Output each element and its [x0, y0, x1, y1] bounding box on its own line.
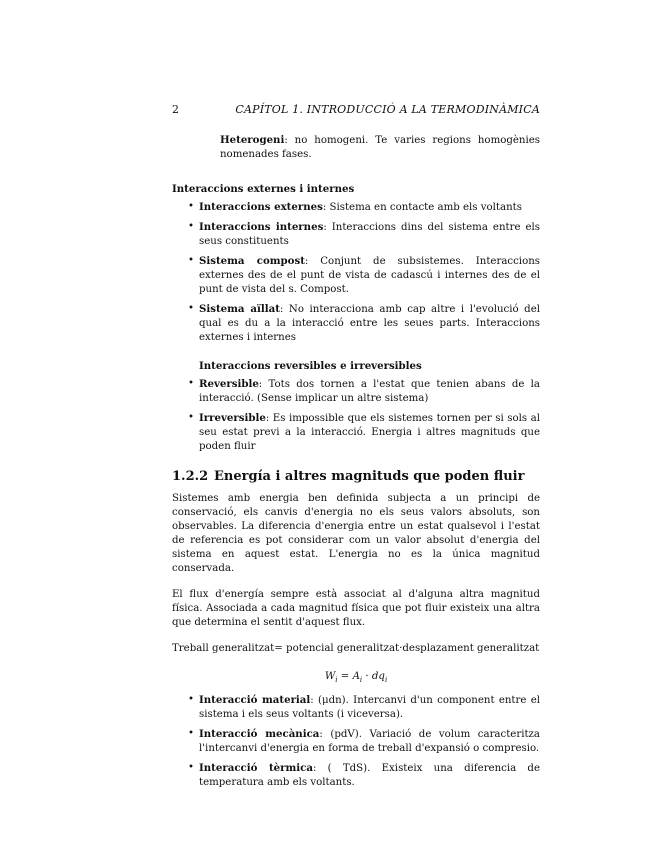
bullet-icon: •: [188, 728, 195, 740]
bullet-icon: •: [188, 255, 195, 266]
item-term: Interaccions internes: [199, 221, 324, 233]
list-item: [188, 377, 540, 406]
bullet-icon: •: [188, 201, 195, 212]
bullet-icon: •: [188, 378, 195, 389]
formula-lhs: W: [324, 671, 336, 682]
list-item: [188, 411, 540, 454]
item-term: Interacció tèrmica: [199, 762, 313, 775]
item-text: : Sistema en contacte amb els voltants: [322, 202, 522, 213]
section-number: 1.2.2: [172, 469, 209, 484]
list-item: [188, 761, 540, 790]
item-text: : ( TdS). Existeix una diferencia de temperatura amb els voltants.: [199, 763, 540, 789]
running-title: CAPÍTOL 1. INTRODUCCIÓ A LA TERMODINÀMICA: [235, 103, 540, 116]
heading-interaccions-reversibles: Interaccions reversibles e irreversibles: [199, 360, 422, 372]
item-text: : No interacciona amb cap altre i l'evolució del qual es du a la interacció entre les seues parts. Interaccions externes i internes: [199, 304, 540, 343]
list-interaccions-externes-internes: [172, 200, 540, 345]
paragraph-flux: El flux d'energía sempre està associat al d'alguna altra magnitud física. Associada a cada magnitud física que pot fluir existeix una altra que determina el sentit d'aquest flux.: [172, 589, 540, 628]
item-term: Irreversible: [199, 412, 266, 424]
list-item: [188, 254, 540, 297]
formula-equals: =: [337, 671, 353, 682]
item-text: : (μdn). Intercanvi d'un component entre el sistema i els seus voltants (i viceversa).: [199, 695, 540, 721]
formula-a-sub: i: [359, 676, 363, 685]
list-item: [188, 302, 540, 345]
formula-dq: dq: [371, 671, 385, 682]
list-item: [188, 220, 541, 249]
heterogeni-term: Heterogeni: [220, 134, 285, 146]
bullet-icon: •: [188, 694, 195, 706]
bullet-icon: •: [188, 303, 195, 314]
item-text: : Es impossible que els sistemes tornen per si sols al seu estat previ a la interacció. Energia i altres magnituds que poden fluir: [199, 413, 540, 452]
formula-lhs-sub: i: [335, 676, 338, 685]
paragraph-energia: Sistemes amb energia ben definida subjecta a un principi de conservació, els canvis d'energia no els seus valors absoluts, son observables. La diferencia d'energia entre un estat qualsevol i l'estat de referencia es pot considerar com un valor absolut d'energia del sistema en aquest estat. L'energia no es la única magnitud conservada.: [172, 493, 540, 574]
item-term: Interacció material: [199, 694, 311, 707]
paragraph-treball: Treball generalitzat= potencial generalitzat·desplazament generalitzat: [172, 643, 540, 654]
item-text: : Interaccions dins del sistema entre els seus constituents: [199, 222, 541, 247]
heterogeni-text: : no homogeni. Te varies regions homogènies nomenades fases.: [220, 135, 540, 160]
formula-dot: ·: [362, 671, 372, 682]
list-item: [188, 727, 540, 756]
list-item: [188, 200, 540, 215]
item-text: : Tots dos tornen a l'estat que tenien abans de la interacció. (Sense implicar un altre sistema): [199, 379, 540, 404]
formula-treball: [172, 670, 540, 687]
item-term: Sistema compost: [199, 255, 305, 267]
list-interaccions-reversibles: [172, 377, 540, 454]
formula-dq-sub: i: [384, 676, 388, 685]
formula-a: A: [352, 671, 360, 682]
list-item: [188, 693, 540, 722]
item-text: : (pdV). Variació de volum caracteritza l'intercanvi d'energia en forma de treball d'expansió o compresio.: [199, 729, 540, 755]
bullet-icon: •: [188, 762, 195, 774]
item-term: Sistema aïllat: [199, 303, 280, 315]
section-title-text: Energía i altres magnituds que poden fluir: [214, 469, 525, 484]
heading-interaccions-externes-internes: Interaccions externes i internes: [172, 183, 355, 195]
page-number: 2: [172, 103, 179, 116]
section-title: [172, 468, 540, 486]
page-content: [172, 133, 540, 795]
item-text: : Conjunt de subsistemes. Interaccions externes des de el punt de vista de cadascú i internes des de el punt de vista del s. Compost.: [199, 256, 540, 295]
bullet-icon: •: [188, 412, 195, 423]
item-term: Interaccions externes: [199, 201, 323, 213]
item-term: Interacció mecànica: [199, 728, 320, 741]
bullet-icon: •: [188, 221, 195, 232]
list-interaccions-tipus: [172, 693, 540, 790]
heterogeni-definition: [172, 133, 540, 162]
item-term: Reversible: [199, 378, 259, 390]
